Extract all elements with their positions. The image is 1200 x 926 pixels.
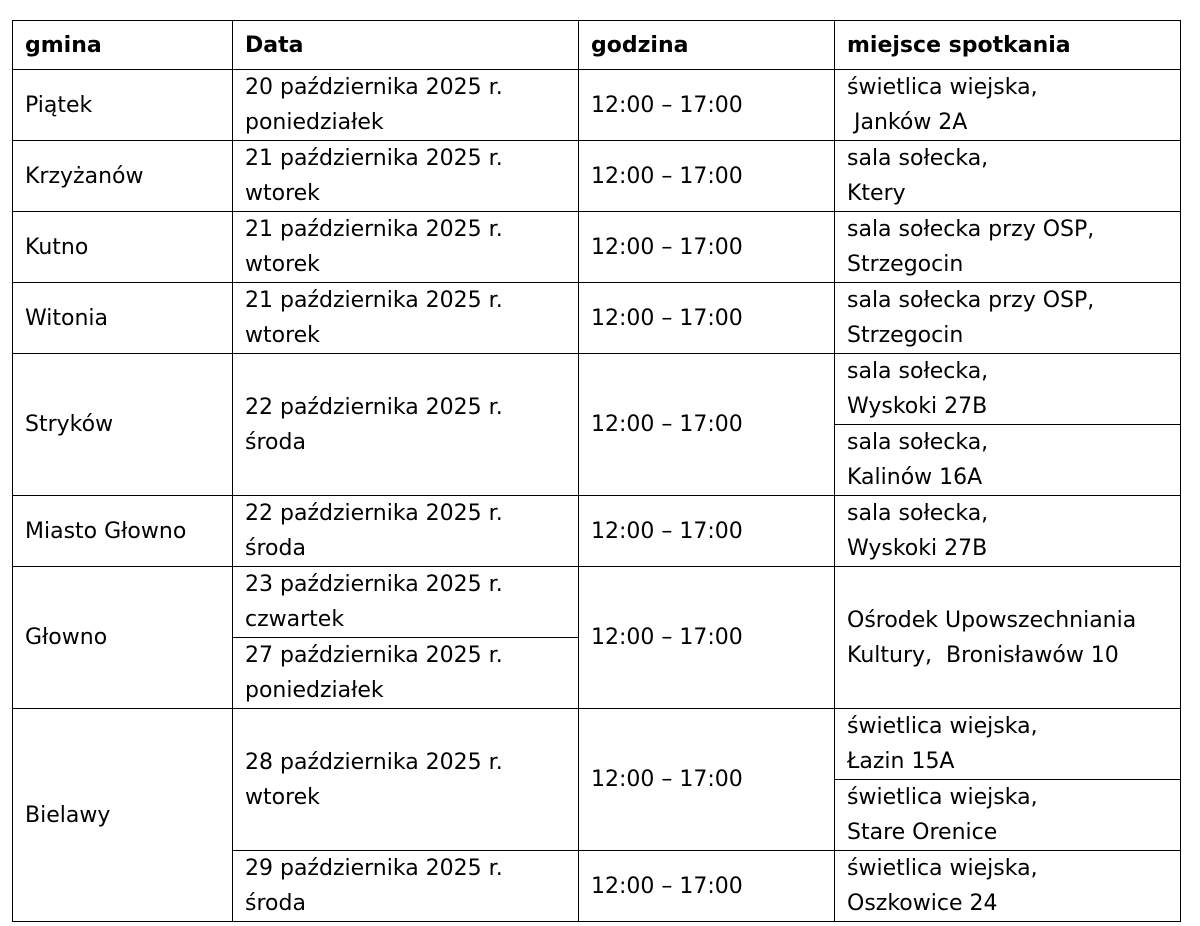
date-text: 27 października 2025 r. [245, 643, 503, 668]
time-cell: 12:00 – 17:00 [579, 567, 835, 709]
date-cell [233, 283, 579, 354]
gmina-cell: Stryków [13, 354, 233, 496]
date-cell [233, 354, 579, 496]
place-line: Wyskoki 27B [847, 536, 988, 561]
day-text: środa [245, 536, 306, 561]
day-text: poniedziałek [245, 678, 384, 703]
date-cell [233, 709, 579, 851]
gmina-cell: Bielawy [13, 709, 233, 922]
table-row [13, 141, 1181, 212]
gmina-cell: Witonia [13, 283, 233, 354]
table-row [13, 354, 1181, 425]
place-cell [835, 780, 1181, 851]
place-cell [835, 354, 1181, 425]
time-cell: 12:00 – 17:00 [579, 709, 835, 851]
place-line: Wyskoki 27B [847, 394, 988, 419]
place-line: świetlica wiejska, [847, 714, 1038, 739]
gmina-cell: Piątek [13, 70, 233, 141]
place-line: Oszkowice 24 [847, 891, 998, 916]
day-text: wtorek [245, 784, 320, 810]
date-text: 28 października 2025 r. [245, 749, 503, 775]
gmina-cell: Głowno [13, 567, 233, 709]
time-cell: 12:00 – 17:00 [579, 70, 835, 141]
place-line: Strzegocin [847, 252, 964, 277]
gmina-cell: Miasto Głowno [13, 496, 233, 567]
day-text: środa [245, 891, 306, 916]
date-text: 22 października 2025 r. [245, 501, 503, 526]
place-line: sala sołecka, [847, 430, 989, 455]
place-line: sala sołecka przy OSP, [847, 217, 1095, 242]
date-text: 21 października 2025 r. [245, 146, 503, 171]
header-time: godzina [579, 21, 835, 70]
place-cell [835, 212, 1181, 283]
day-text: poniedziałek [245, 110, 384, 135]
place-cell [835, 709, 1181, 780]
table-row [13, 212, 1181, 283]
table-row [13, 567, 1181, 638]
time-cell: 12:00 – 17:00 [579, 212, 835, 283]
date-cell [233, 212, 579, 283]
place-line: Kultury, Bronisławów 10 [847, 642, 1119, 668]
place-cell [835, 283, 1181, 354]
place-line: sala sołecka przy OSP, [847, 288, 1095, 313]
place-cell [835, 70, 1181, 141]
date-text: 29 października 2025 r. [245, 856, 503, 881]
date-text: 21 października 2025 r. [245, 217, 503, 242]
place-line: sala sołecka, [847, 501, 989, 526]
header-date: Data [233, 21, 579, 70]
place-line: sala sołecka, [847, 146, 989, 171]
time-cell: 12:00 – 17:00 [579, 283, 835, 354]
place-line: Łazin 15A [847, 749, 955, 774]
header-row [13, 21, 1181, 70]
time-cell: 12:00 – 17:00 [579, 141, 835, 212]
table-row [13, 496, 1181, 567]
gmina-cell: Kutno [13, 212, 233, 283]
gmina-cell: Krzyżanów [13, 141, 233, 212]
date-cell [233, 141, 579, 212]
place-line: świetlica wiejska, [847, 856, 1038, 881]
time-cell: 12:00 – 17:00 [579, 851, 835, 922]
place-line: Janków 2A [847, 110, 968, 135]
header-gmina: gmina [13, 21, 233, 70]
day-text: czwartek [245, 607, 345, 632]
date-text: 23 października 2025 r. [245, 572, 503, 597]
table-row [13, 70, 1181, 141]
date-cell [233, 638, 579, 709]
time-cell: 12:00 – 17:00 [579, 354, 835, 496]
day-text: wtorek [245, 252, 320, 277]
table-row [13, 283, 1181, 354]
place-cell [835, 851, 1181, 922]
schedule-table [12, 20, 1181, 922]
place-line: Kalinów 16A [847, 465, 983, 490]
place-line: Stare Orenice [847, 820, 998, 845]
place-cell [835, 496, 1181, 567]
date-text: 21 października 2025 r. [245, 288, 503, 313]
place-cell [835, 425, 1181, 496]
date-cell [233, 496, 579, 567]
place-line: świetlica wiejska, [847, 75, 1038, 100]
place-line: Strzegocin [847, 323, 964, 348]
date-text: 22 października 2025 r. [245, 394, 503, 420]
day-text: wtorek [245, 181, 320, 206]
date-cell [233, 70, 579, 141]
place-line: świetlica wiejska, [847, 785, 1038, 810]
header-place: miejsce spotkania [835, 21, 1181, 70]
place-line: Ktery [847, 181, 906, 206]
date-cell [233, 851, 579, 922]
day-text: wtorek [245, 323, 320, 348]
place-cell [835, 567, 1181, 709]
time-cell: 12:00 – 17:00 [579, 496, 835, 567]
date-cell [233, 567, 579, 638]
place-line: Ośrodek Upowszechniania [847, 607, 1137, 633]
table-row [13, 709, 1181, 780]
date-text: 20 października 2025 r. [245, 75, 503, 100]
place-cell [835, 141, 1181, 212]
place-line: sala sołecka, [847, 359, 989, 384]
day-text: środa [245, 429, 306, 455]
